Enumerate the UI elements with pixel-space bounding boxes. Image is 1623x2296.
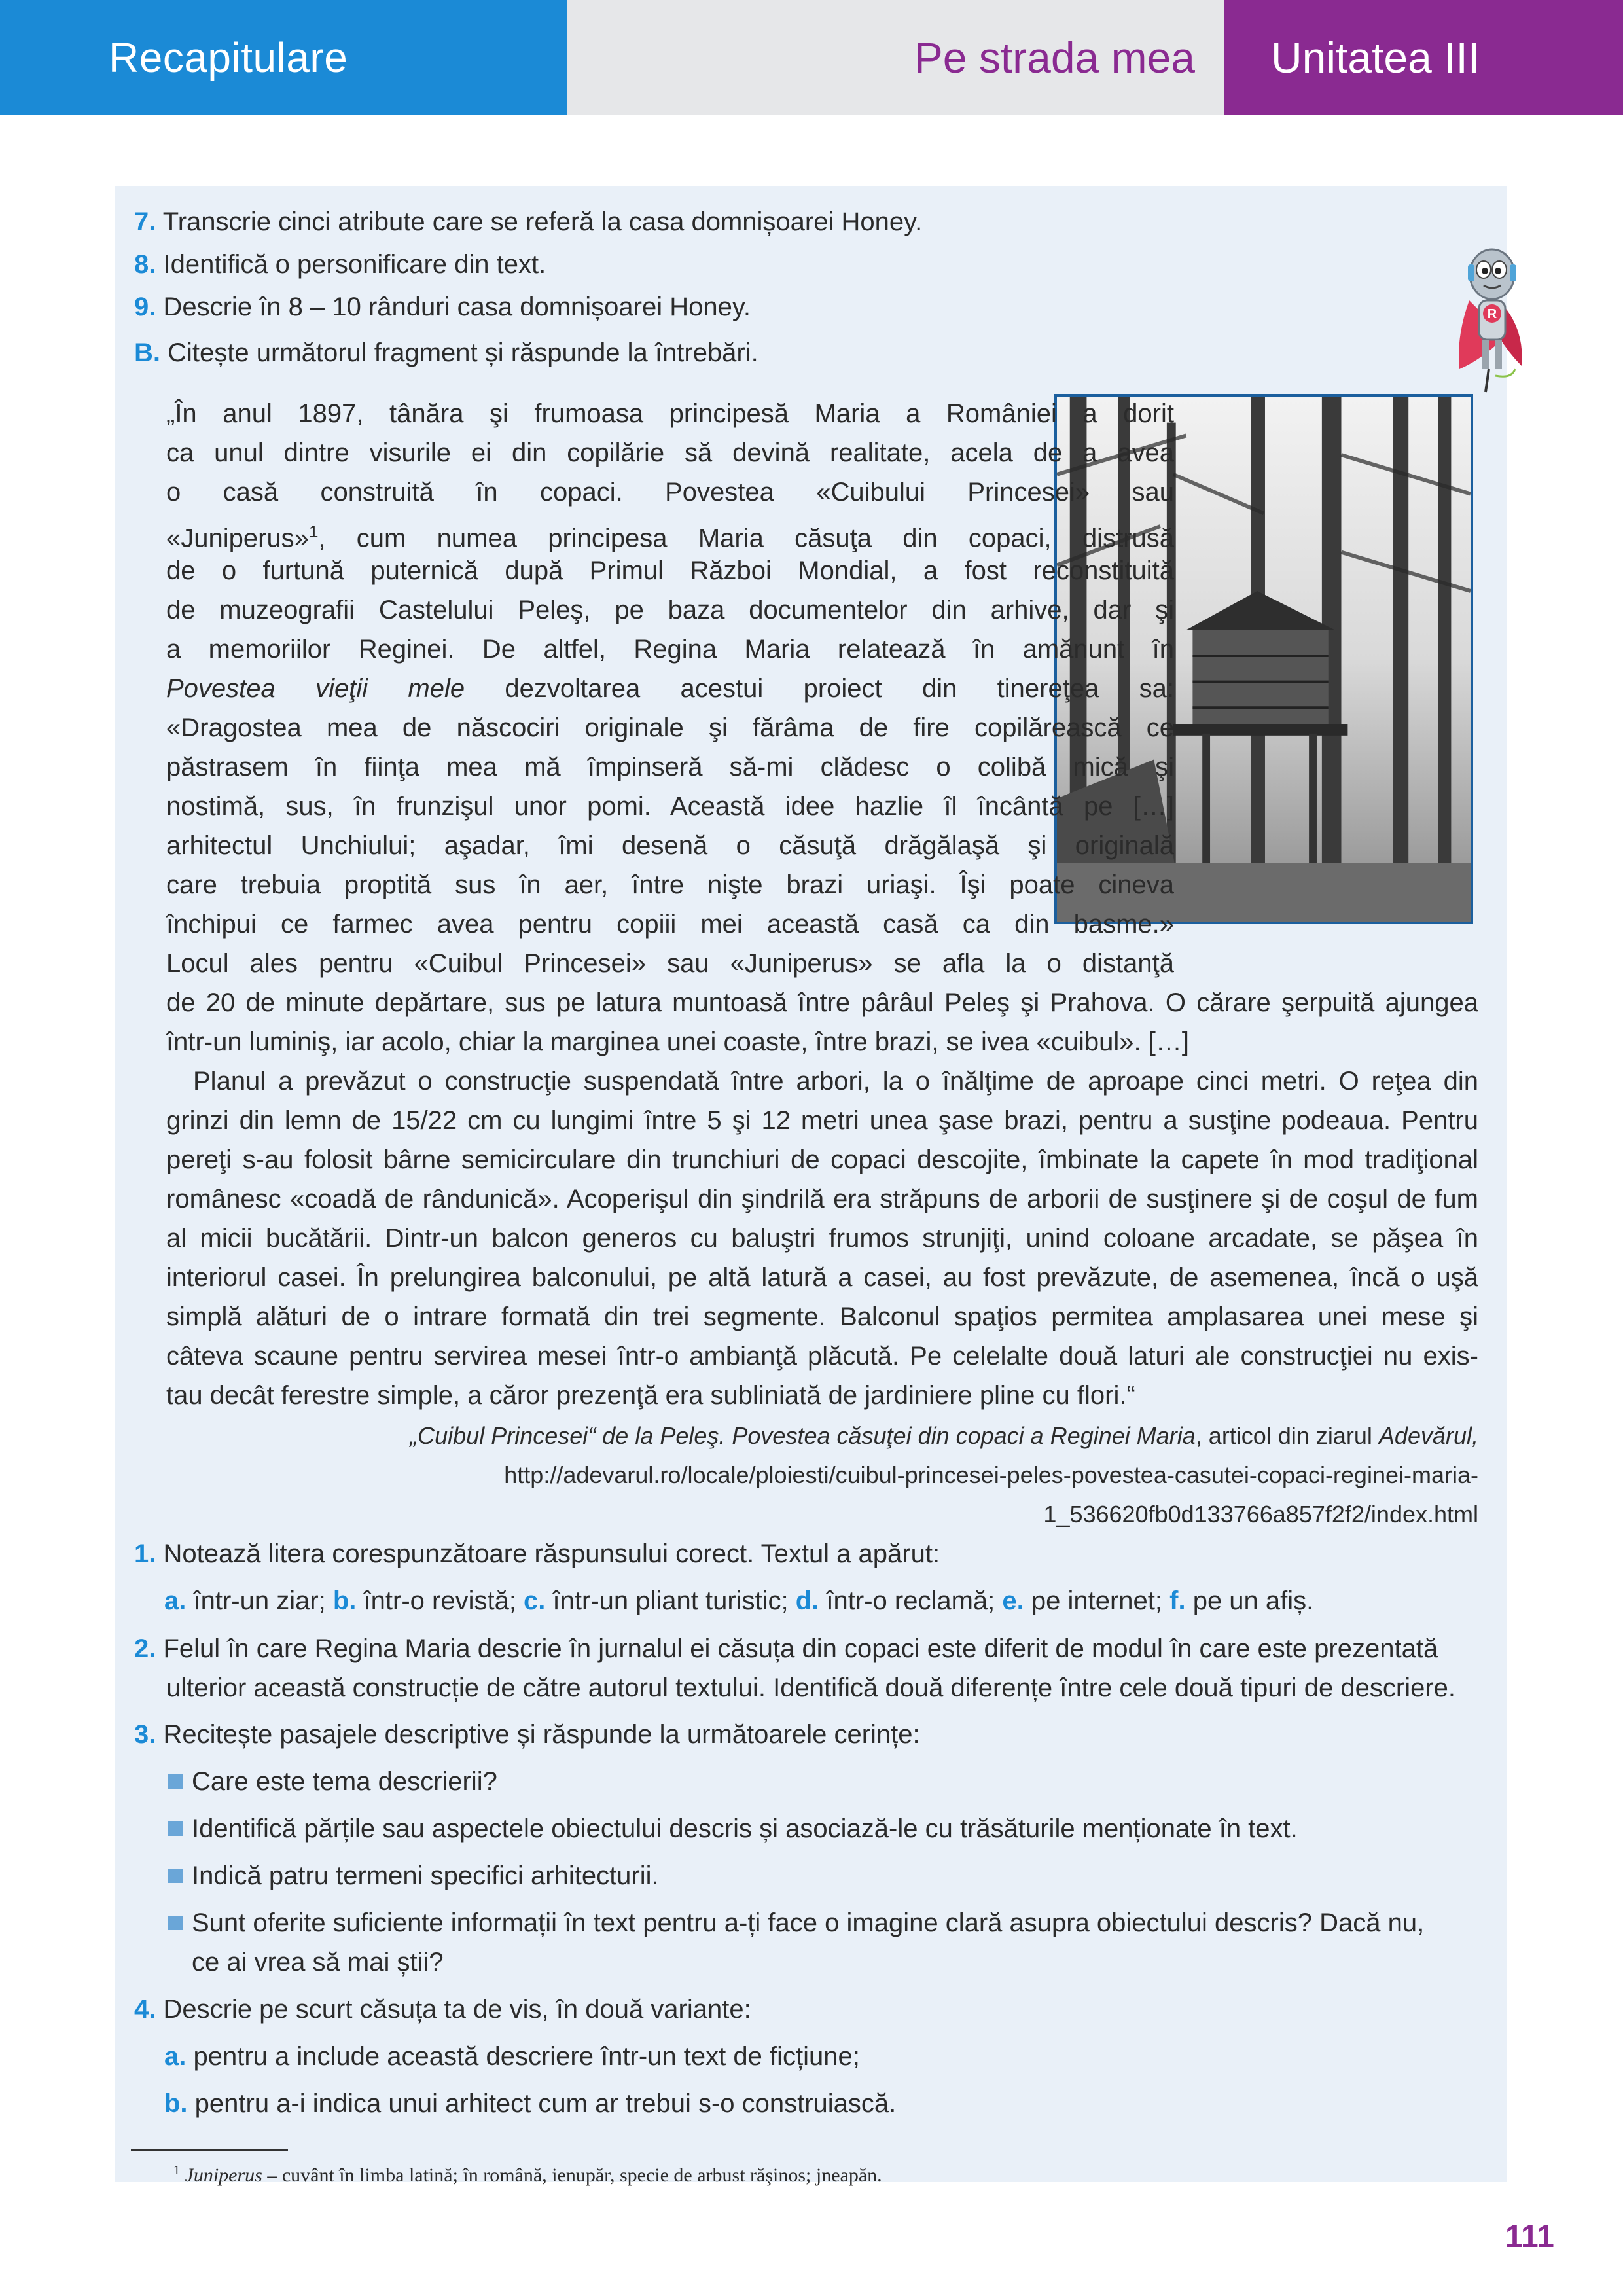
fragment-line: care trebuia proptită sus în aer, între nişte brazi uriaşi. Îşi poate cineva (166, 870, 1174, 899)
fragment-line: românesc «coadă de rândunică». Acoperişul din şindrilă era străpuns de arborii de susţinere şi de coşul de fum (166, 1185, 1478, 1213)
header-section-tab (0, 0, 567, 115)
question-3-bullet: Indică patru termeni specifici arhitecturii. (168, 1856, 1507, 1895)
question-7: 7. Transcrie cinci atribute care se referă la casa domnișoarei Honey. (134, 207, 923, 236)
mascot-robot-icon (1450, 238, 1535, 402)
source-citation: „Cuibul Princesei“ de la Peleş. Povestea căsuţei din copaci a Reginei Maria, articol din ziarul Adevărul, (410, 1422, 1478, 1449)
svg-text:R: R (1487, 307, 1497, 321)
fragment-line: arhitectul Unchiului; aşadar, îmi desenă o căsuţă drăgălaşă şi originală (166, 831, 1174, 860)
question-3-bullet-cont: ce ai vrea să mai știi? (192, 1948, 444, 1977)
fragment-line: simplă alături de o intrare formată din trei segmente. Balconul spaţios permitea amplasarea unei mese şi (166, 1302, 1478, 1331)
fragment-line: „În anul 1897, tânăra şi frumoasa principesă Maria a României a dorit (166, 399, 1174, 428)
section-b-instruction: B. Citește următorul fragment și răspunde la întrebări. (134, 338, 758, 367)
question-3: 3. Recitește pasajele descriptive și răspunde la următoarele cerințe: (134, 1720, 920, 1749)
bullet-square-icon (168, 1916, 183, 1930)
fragment-line: nostimă, sus, în frunzişul unor pomi. Această idee hazlie îl încântă pe […] (166, 792, 1174, 821)
fragment-line: Locul ales pentru «Cuibul Princesei» sau «Juniperus» se afla la o distanţă (166, 949, 1174, 978)
fragment-line: a memoriilor Reginei. De altfel, Regina Maria relatează în amănunt în (166, 635, 1174, 664)
fragment-line: de o furtună puternică după Primul Război Mondial, a fost reconstituită (166, 556, 1174, 585)
fragment-line: tau decât ferestre simple, a căror prezenţă era subliniată de jardiniere pline cu flori.“ (166, 1381, 1135, 1410)
fragment-line: o casă construită în copaci. Povestea «Cuibului Princesei» sau (166, 478, 1174, 507)
fragment-line: de muzeografii Castelului Peleş, pe baza documentelor din arhive, dar şi (166, 596, 1174, 624)
fragment-line: ca unul dintre visurile ei din copilărie să devină realitate, acela de a avea (166, 439, 1174, 467)
fragment-line: Povestea vieţii mele dezvoltarea acestui proiect din tinereţea sa: (166, 674, 1174, 703)
header-chapter-bar (567, 0, 1224, 115)
fragment-line: «Juniperus»$^1$, cum numea principesa Maria căsuţa din copaci, distrusă (166, 522, 1174, 553)
fragment-line: într-un luminiş, iar acolo, chiar la marginea unei coaste, între brazi, se ivea «cuibul». […] (166, 1028, 1189, 1056)
fragment-line: interiorul casei. În prelungirea balconului, pe altă latură a casei, au fost prevăzute, de asemenea, încă o uşă (166, 1263, 1478, 1292)
question-2-cont: ulterior această construcție de către autorul textului. Identifică două diferențe între cele două tipuri de descriere. (166, 1674, 1456, 1702)
question-3-bullet: Identifică părțile sau aspectele obiectului descris și asociază-le cu trăsăturile menționate în text. (168, 1809, 1507, 1848)
exercise-panel (115, 186, 1507, 2186)
fragment-line: câteva scaune pentru servirea mesei într-o ambianţă plăcută. Pe celelalte două laturi ale construcţiei nu exis- (166, 1342, 1478, 1371)
header-unit-tab (1224, 0, 1623, 115)
question-8: 8. Identifică o personificare din text. (134, 250, 546, 279)
source-url: 1_536620fb0d133766a857f2f2/index.html (1043, 1501, 1478, 1528)
question-1: 1. Notează litera corespunzătoare răspunsului corect. Textul a apărut: (134, 1539, 940, 1568)
unit-title: Unitatea III (1271, 33, 1480, 82)
fragment-line: Planul a prevăzut o construcţie suspendată între arbori, la o înălţime de aproape cinci metri. O reţea din (193, 1067, 1478, 1096)
bullet-square-icon (168, 1821, 183, 1836)
question-9: 9. Descrie în 8 – 10 rânduri casa domnișoarei Honey. (134, 293, 751, 321)
section-title: Recapitulare (109, 34, 348, 81)
question-1-options: a. într-un ziar; b. într-o revistă; c. într-un pliant turistic; d. într-o reclamă; e. pe internet; f. pe un afiș. (164, 1587, 1314, 1615)
page-number: 111 (1505, 2219, 1554, 2254)
question-4: 4. Descrie pe scurt căsuța ta de vis, în două variante: (134, 1995, 751, 2024)
fragment-line: grinzi din lemn de 15/22 cm cu lungimi între 5 şi 12 metri unea şase brazi, pentru a susţine podeaua. Pentru (166, 1106, 1478, 1135)
footnote-divider (131, 2149, 288, 2151)
question-2: 2. Felul în care Regina Maria descrie în jurnalul ei căsuța din copaci este diferit de modul în care este prezentată (134, 1634, 1438, 1663)
question-4-option-b: b. pentru a-i indica unui arhitect cum ar trebui s-o construiască. (164, 2089, 897, 2118)
bullet-square-icon (168, 1774, 183, 1789)
source-url: http://adevarul.ro/locale/ploiesti/cuibul-princesei-peles-povestea-casutei-copaci-reginei-maria- (504, 1462, 1478, 1488)
fragment-line: «Dragostea mea de născociri originale şi fărâma de fire copilărească ce (166, 713, 1174, 742)
question-4-option-a: a. pentru a include această descriere într-un text de ficțiune; (164, 2042, 860, 2071)
fragment-line: păstrasem în fiinţa mea mă împinseră să-mi clădesc o colibă mică şi (166, 753, 1174, 781)
fragment-line: de 20 de minute depărtare, sus pe latura muntoasă între pârâul Peleş şi Prahova. O cărare şerpuită ajungea (166, 988, 1478, 1017)
bullet-square-icon (168, 1869, 183, 1883)
fragment-line: pereţi s-au folosit bârne semicirculare din trunchiuri de copaci descojite, îmbinate la capete în mod tradiţional (166, 1145, 1478, 1174)
footnote: $^1$ Juniperus – cuvânt în limba latină; în română, ienupăr, specie de arbust răşinos; jneapăn. (173, 2163, 882, 2186)
question-3-bullet: Sunt oferite suficiente informații în text pentru a-ți face o imagine clară asupra obiectului descris? Dacă nu, (168, 1903, 1507, 1943)
question-3-bullet: Care este tema descrierii? (168, 1762, 1507, 1801)
fragment-line: al micii bucătării. Dintr-un balcon generos cu baluştri frumos strunjiţi, unind coloane arcadate, se păşea în (166, 1224, 1478, 1253)
chapter-title: Pe strada mea (914, 33, 1195, 82)
fragment-line: închipui ce farmec avea pentru copiii mei această casă ca din basme.» (166, 910, 1174, 939)
